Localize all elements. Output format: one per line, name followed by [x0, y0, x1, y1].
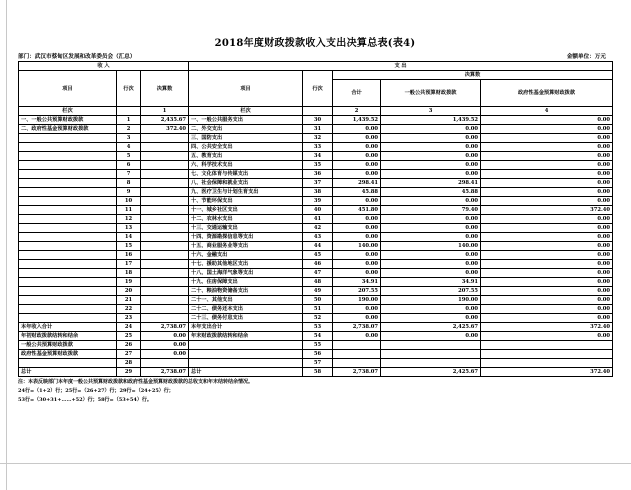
table-row — [19, 260, 613, 269]
header-final-amount: 决算数 — [333, 71, 613, 80]
amount-unit-label: 金额单位：万元 — [566, 54, 606, 60]
income-row-number: 12 — [117, 215, 141, 224]
income-amount — [141, 179, 189, 188]
income-amount — [141, 224, 189, 233]
expense-header: 支 出 — [189, 62, 613, 71]
header-expense-item: 项目 — [189, 71, 303, 107]
expense-row-number: 47 — [303, 269, 333, 278]
table-row — [19, 368, 613, 377]
table-row — [19, 197, 613, 206]
table-row — [19, 341, 613, 350]
expense-general-budget: 1,439.52 — [381, 116, 481, 125]
income-amount: 2,738.07 — [141, 323, 189, 332]
expense-general-budget: 0.00 — [381, 269, 481, 278]
expense-general-budget: 0.00 — [381, 134, 481, 143]
expense-general-budget: 207.55 — [381, 287, 481, 296]
expense-item-label: 一、一般公共服务支出 — [189, 116, 303, 125]
expense-general-budget: 190.00 — [381, 296, 481, 305]
expense-total: 0.00 — [333, 215, 381, 224]
expense-general-budget: 0.00 — [381, 260, 481, 269]
expense-total: 0.00 — [333, 305, 381, 314]
income-row-number: 8 — [117, 179, 141, 188]
table-row — [19, 161, 613, 170]
expense-row-number: 40 — [303, 206, 333, 215]
index-3: 3 — [381, 107, 481, 116]
expense-item-label — [189, 350, 303, 359]
income-row-number: 26 — [117, 341, 141, 350]
expense-fund-budget: 0.00 — [481, 152, 613, 161]
expense-fund-budget: 0.00 — [481, 260, 613, 269]
expense-total: 0.00 — [333, 152, 381, 161]
expense-general-budget: 0.00 — [381, 233, 481, 242]
index-4: 4 — [481, 107, 613, 116]
expense-fund-budget: 0.00 — [481, 161, 613, 170]
page-edge-left — [6, 0, 7, 490]
expense-row-number: 32 — [303, 134, 333, 143]
expense-general-budget: 0.00 — [381, 314, 481, 323]
expense-fund-budget: 0.00 — [481, 197, 613, 206]
expense-row-number: 55 — [303, 341, 333, 350]
expense-total — [333, 350, 381, 359]
expense-general-budget: 0.00 — [381, 143, 481, 152]
income-row-number: 2 — [117, 125, 141, 134]
income-item-label — [19, 188, 117, 197]
header-row-sections — [19, 62, 613, 71]
expense-total — [333, 341, 381, 350]
meta-line — [18, 51, 612, 61]
expense-row-number: 48 — [303, 278, 333, 287]
expense-item-label: 十五、商业服务业等支出 — [189, 242, 303, 251]
income-row-number: 5 — [117, 152, 141, 161]
expense-item-label: 五、教育支出 — [189, 152, 303, 161]
expense-item-label: 七、文化体育与传媒支出 — [189, 170, 303, 179]
income-row-number: 25 — [117, 332, 141, 341]
table-row — [19, 134, 613, 143]
expense-row-number: 30 — [303, 116, 333, 125]
income-row-number: 22 — [117, 305, 141, 314]
income-row-number: 27 — [117, 350, 141, 359]
expense-fund-budget: 0.00 — [481, 251, 613, 260]
expense-fund-budget — [481, 350, 613, 359]
income-row-number: 18 — [117, 269, 141, 278]
income-amount — [141, 287, 189, 296]
expense-row-number: 52 — [303, 314, 333, 323]
expense-general-budget: 0.00 — [381, 224, 481, 233]
expense-total: 190.00 — [333, 296, 381, 305]
income-row-number: 28 — [117, 359, 141, 368]
expense-item-label: 总计 — [189, 368, 303, 377]
income-item-label: 一、一般公共预算财政拨款 — [19, 116, 117, 125]
income-item-label — [19, 215, 117, 224]
expense-fund-budget: 0.00 — [481, 143, 613, 152]
income-row-number: 3 — [117, 134, 141, 143]
expense-row-number: 31 — [303, 125, 333, 134]
expense-general-budget: 45.88 — [381, 188, 481, 197]
expense-total: 0.00 — [333, 125, 381, 134]
table-row — [19, 170, 613, 179]
expense-row-number: 45 — [303, 251, 333, 260]
table-row — [19, 179, 613, 188]
expense-row-number: 42 — [303, 224, 333, 233]
expense-general-budget: 0.00 — [381, 125, 481, 134]
income-row-number: 10 — [117, 197, 141, 206]
income-item-label: 二、政府性基金预算财政拨款 — [19, 125, 117, 134]
expense-item-label: 八、社会保障和就业支出 — [189, 179, 303, 188]
index-blank-right — [303, 107, 333, 116]
income-row-number: 11 — [117, 206, 141, 215]
expense-total: 0.00 — [333, 332, 381, 341]
expense-item-label: 三、国防支出 — [189, 134, 303, 143]
income-amount — [141, 152, 189, 161]
expense-fund-budget: 0.00 — [481, 224, 613, 233]
expense-item-label: 二十三、债务付息支出 — [189, 314, 303, 323]
expense-item-label: 二十二、债务还本支出 — [189, 305, 303, 314]
expense-row-number: 37 — [303, 179, 333, 188]
table-row — [19, 233, 613, 242]
table-row — [19, 224, 613, 233]
expense-row-number: 51 — [303, 305, 333, 314]
income-amount — [141, 251, 189, 260]
finance-table — [18, 61, 613, 377]
expense-general-budget — [381, 341, 481, 350]
income-item-label — [19, 170, 117, 179]
expense-item-label: 十六、金融支出 — [189, 251, 303, 260]
expense-item-label: 十八、国土海洋气象等支出 — [189, 269, 303, 278]
expense-total: 0.00 — [333, 251, 381, 260]
table-row — [19, 359, 613, 368]
expense-item-label: 九、医疗卫生与计划生育支出 — [189, 188, 303, 197]
expense-row-number: 53 — [303, 323, 333, 332]
header-income-row: 行次 — [117, 71, 141, 107]
expense-general-budget: 0.00 — [381, 197, 481, 206]
header-income-budget: 决算数 — [141, 71, 189, 107]
expense-total: 207.55 — [333, 287, 381, 296]
expense-row-number: 50 — [303, 296, 333, 305]
income-item-label — [19, 206, 117, 215]
income-row-number: 17 — [117, 260, 141, 269]
income-amount — [141, 314, 189, 323]
expense-fund-budget: 0.00 — [481, 170, 613, 179]
income-item-label — [19, 143, 117, 152]
expense-general-budget: 140.00 — [381, 242, 481, 251]
expense-fund-budget: 0.00 — [481, 233, 613, 242]
expense-row-number: 46 — [303, 260, 333, 269]
expense-item-label: 十、节能环保支出 — [189, 197, 303, 206]
header-expense-row: 行次 — [303, 71, 333, 107]
expense-general-budget: 79.40 — [381, 206, 481, 215]
income-item-label — [19, 314, 117, 323]
expense-general-budget: 0.00 — [381, 170, 481, 179]
index-row — [19, 107, 613, 116]
expense-row-number: 49 — [303, 287, 333, 296]
expense-general-budget: 0.00 — [381, 161, 481, 170]
table-row — [19, 323, 613, 332]
income-row-number: 20 — [117, 287, 141, 296]
expense-item-label: 二、外交支出 — [189, 125, 303, 134]
expense-fund-budget: 372.40 — [481, 323, 613, 332]
income-amount — [141, 206, 189, 215]
expense-item-label: 二十、粮油物资储备支出 — [189, 287, 303, 296]
income-amount — [141, 134, 189, 143]
expense-total: 2,738.07 — [333, 368, 381, 377]
expense-total: 0.00 — [333, 224, 381, 233]
header-income-item: 项目 — [19, 71, 117, 107]
notes — [18, 378, 612, 405]
table-row — [19, 242, 613, 251]
income-row-number: 21 — [117, 296, 141, 305]
income-amount: 2,738.07 — [141, 368, 189, 377]
income-item-label — [19, 134, 117, 143]
expense-row-number: 41 — [303, 215, 333, 224]
income-item-label: 总计 — [19, 368, 117, 377]
income-item-label — [19, 287, 117, 296]
expense-total: 0.00 — [333, 260, 381, 269]
income-amount — [141, 242, 189, 251]
expense-item-label — [189, 341, 303, 350]
income-item-label: 政府性基金预算财政拨款 — [19, 350, 117, 359]
expense-fund-budget: 372.40 — [481, 368, 613, 377]
page-edge-bottom — [0, 463, 631, 464]
expense-fund-budget: 0.00 — [481, 314, 613, 323]
income-row-number: 15 — [117, 242, 141, 251]
income-item-label — [19, 305, 117, 314]
expense-row-number: 54 — [303, 332, 333, 341]
expense-item-label: 六、科学技术支出 — [189, 161, 303, 170]
table-row — [19, 206, 613, 215]
income-amount: 0.00 — [141, 350, 189, 359]
income-item-label — [19, 260, 117, 269]
expense-item-label: 十一、城乡社区支出 — [189, 206, 303, 215]
expense-row-number: 56 — [303, 350, 333, 359]
income-item-label — [19, 242, 117, 251]
expense-general-budget: 2,425.67 — [381, 368, 481, 377]
document-title: 2018年度财政拨款收入支出决算总表(表4) — [214, 38, 416, 49]
expense-total: 0.00 — [333, 314, 381, 323]
income-row-number: 9 — [117, 188, 141, 197]
expense-row-number: 38 — [303, 188, 333, 197]
expense-fund-budget — [481, 359, 613, 368]
expense-fund-budget: 0.00 — [481, 242, 613, 251]
income-item-label — [19, 197, 117, 206]
expense-total: 0.00 — [333, 134, 381, 143]
table-row — [19, 152, 613, 161]
table-row — [19, 215, 613, 224]
note-line: 24行=（1+2）行；25行=（26+27）行；29行=（24+25）行； — [18, 388, 174, 394]
income-item-label — [19, 152, 117, 161]
expense-fund-budget: 0.00 — [481, 179, 613, 188]
expense-general-budget: 0.00 — [381, 251, 481, 260]
index-label-left: 栏次 — [19, 107, 117, 116]
expense-total: 34.91 — [333, 278, 381, 287]
expense-fund-budget: 0.00 — [481, 332, 613, 341]
expense-fund-budget: 0.00 — [481, 116, 613, 125]
expense-item-label: 十九、住房保障支出 — [189, 278, 303, 287]
income-row-number: 4 — [117, 143, 141, 152]
table-row — [19, 188, 613, 197]
index-blank-left — [117, 107, 141, 116]
table-row — [19, 350, 613, 359]
income-row-number: 7 — [117, 170, 141, 179]
expense-fund-budget: 0.00 — [481, 134, 613, 143]
expense-total: 0.00 — [333, 143, 381, 152]
expense-total — [333, 359, 381, 368]
expense-total: 298.41 — [333, 179, 381, 188]
expense-total: 451.80 — [333, 206, 381, 215]
expense-item-label: 本年支出合计 — [189, 323, 303, 332]
expense-row-number: 35 — [303, 161, 333, 170]
expense-item-label — [189, 359, 303, 368]
expense-total: 45.88 — [333, 188, 381, 197]
income-item-label — [19, 179, 117, 188]
expense-row-number: 58 — [303, 368, 333, 377]
expense-total: 1,439.52 — [333, 116, 381, 125]
income-row-number: 24 — [117, 323, 141, 332]
income-row-number: 29 — [117, 368, 141, 377]
table-row — [19, 269, 613, 278]
income-amount — [141, 296, 189, 305]
expense-row-number: 33 — [303, 143, 333, 152]
expense-row-number: 39 — [303, 197, 333, 206]
income-row-number: 23 — [117, 314, 141, 323]
income-item-label: 本年收入合计 — [19, 323, 117, 332]
expense-item-label: 十四、资源勘探信息等支出 — [189, 233, 303, 242]
expense-total: 0.00 — [333, 233, 381, 242]
expense-fund-budget: 0.00 — [481, 215, 613, 224]
expense-total: 140.00 — [333, 242, 381, 251]
income-amount — [141, 278, 189, 287]
index-label-right: 栏次 — [189, 107, 303, 116]
header-total: 合计 — [333, 80, 381, 107]
income-item-label: 一般公共预算财政拨款 — [19, 341, 117, 350]
table-row — [19, 125, 613, 134]
expense-row-number: 57 — [303, 359, 333, 368]
expense-fund-budget: 0.00 — [481, 278, 613, 287]
expense-row-number: 34 — [303, 152, 333, 161]
expense-item-label: 年末财政拨款结转和结余 — [189, 332, 303, 341]
expense-general-budget: 34.91 — [381, 278, 481, 287]
expense-item-label: 十三、交通运输支出 — [189, 224, 303, 233]
income-amount — [141, 215, 189, 224]
income-amount: 0.00 — [141, 332, 189, 341]
document-sheet — [18, 36, 612, 405]
income-row-number: 1 — [117, 116, 141, 125]
expense-general-budget: 298.41 — [381, 179, 481, 188]
income-amount — [141, 260, 189, 269]
expense-fund-budget: 0.00 — [481, 125, 613, 134]
expense-general-budget — [381, 350, 481, 359]
expense-general-budget: 0.00 — [381, 332, 481, 341]
income-item-label — [19, 161, 117, 170]
income-item-label: 年初财政拨款结转和结余 — [19, 332, 117, 341]
income-item-label — [19, 278, 117, 287]
expense-fund-budget: 0.00 — [481, 296, 613, 305]
expense-total: 0.00 — [333, 170, 381, 179]
table-row — [19, 296, 613, 305]
income-amount — [141, 188, 189, 197]
income-amount — [141, 170, 189, 179]
table-row — [19, 305, 613, 314]
income-amount — [141, 269, 189, 278]
table-row — [19, 278, 613, 287]
header-general-budget: 一般公共预算财政拨款 — [381, 80, 481, 107]
note-line: 注：本表反映部门本年度一般公共预算财政拨款和政府性基金预算财政拨款的总收支和年末结转结余情况。 — [18, 379, 254, 385]
expense-fund-budget: 372.40 — [481, 206, 613, 215]
income-item-label — [19, 251, 117, 260]
expense-item-label: 二十一、其他支出 — [189, 296, 303, 305]
income-item-label — [19, 269, 117, 278]
expense-item-label: 四、公共安全支出 — [189, 143, 303, 152]
expense-fund-budget: 0.00 — [481, 287, 613, 296]
income-amount — [141, 305, 189, 314]
expense-total: 0.00 — [333, 269, 381, 278]
table-row — [19, 251, 613, 260]
table-row — [19, 143, 613, 152]
income-amount: 2,435.67 — [141, 116, 189, 125]
income-item-label — [19, 233, 117, 242]
expense-fund-budget: 0.00 — [481, 269, 613, 278]
expense-general-budget: 2,425.67 — [381, 323, 481, 332]
income-row-number: 14 — [117, 233, 141, 242]
income-amount — [141, 359, 189, 368]
expense-item-label: 十七、援助其他地区支出 — [189, 260, 303, 269]
income-item-label — [19, 224, 117, 233]
income-item-label — [19, 296, 117, 305]
income-header: 收 入 — [19, 62, 189, 71]
income-amount — [141, 143, 189, 152]
table-row — [19, 314, 613, 323]
expense-row-number: 36 — [303, 170, 333, 179]
table-row — [19, 287, 613, 296]
header-row-columns — [19, 71, 613, 80]
income-amount: 0.00 — [141, 341, 189, 350]
expense-fund-budget: 0.00 — [481, 188, 613, 197]
expense-general-budget — [381, 359, 481, 368]
income-amount: 372.40 — [141, 125, 189, 134]
expense-general-budget: 0.00 — [381, 215, 481, 224]
expense-item-label: 十二、农林水支出 — [189, 215, 303, 224]
expense-general-budget: 0.00 — [381, 305, 481, 314]
note-line: 53行=（30+31+……+52）行；58行=（53+54）行。 — [18, 397, 152, 403]
expense-total: 0.00 — [333, 161, 381, 170]
header-fund-budget: 政府性基金预算财政拨款 — [481, 80, 613, 107]
income-row-number: 19 — [117, 278, 141, 287]
index-2: 2 — [333, 107, 381, 116]
table-row — [19, 332, 613, 341]
income-amount — [141, 161, 189, 170]
income-row-number: 13 — [117, 224, 141, 233]
expense-total: 2,738.07 — [333, 323, 381, 332]
income-row-number: 6 — [117, 161, 141, 170]
table-row — [19, 116, 613, 125]
expense-fund-budget: 0.00 — [481, 305, 613, 314]
expense-row-number: 44 — [303, 242, 333, 251]
expense-general-budget: 0.00 — [381, 152, 481, 161]
income-row-number: 16 — [117, 251, 141, 260]
expense-row-number: 43 — [303, 233, 333, 242]
index-1: 1 — [141, 107, 189, 116]
income-amount — [141, 233, 189, 242]
income-amount — [141, 197, 189, 206]
income-item-label — [19, 359, 117, 368]
department-label: 部门：武汉市蔡甸区发展和改革委员会（汇总） — [18, 54, 136, 60]
expense-fund-budget — [481, 341, 613, 350]
expense-total: 0.00 — [333, 197, 381, 206]
